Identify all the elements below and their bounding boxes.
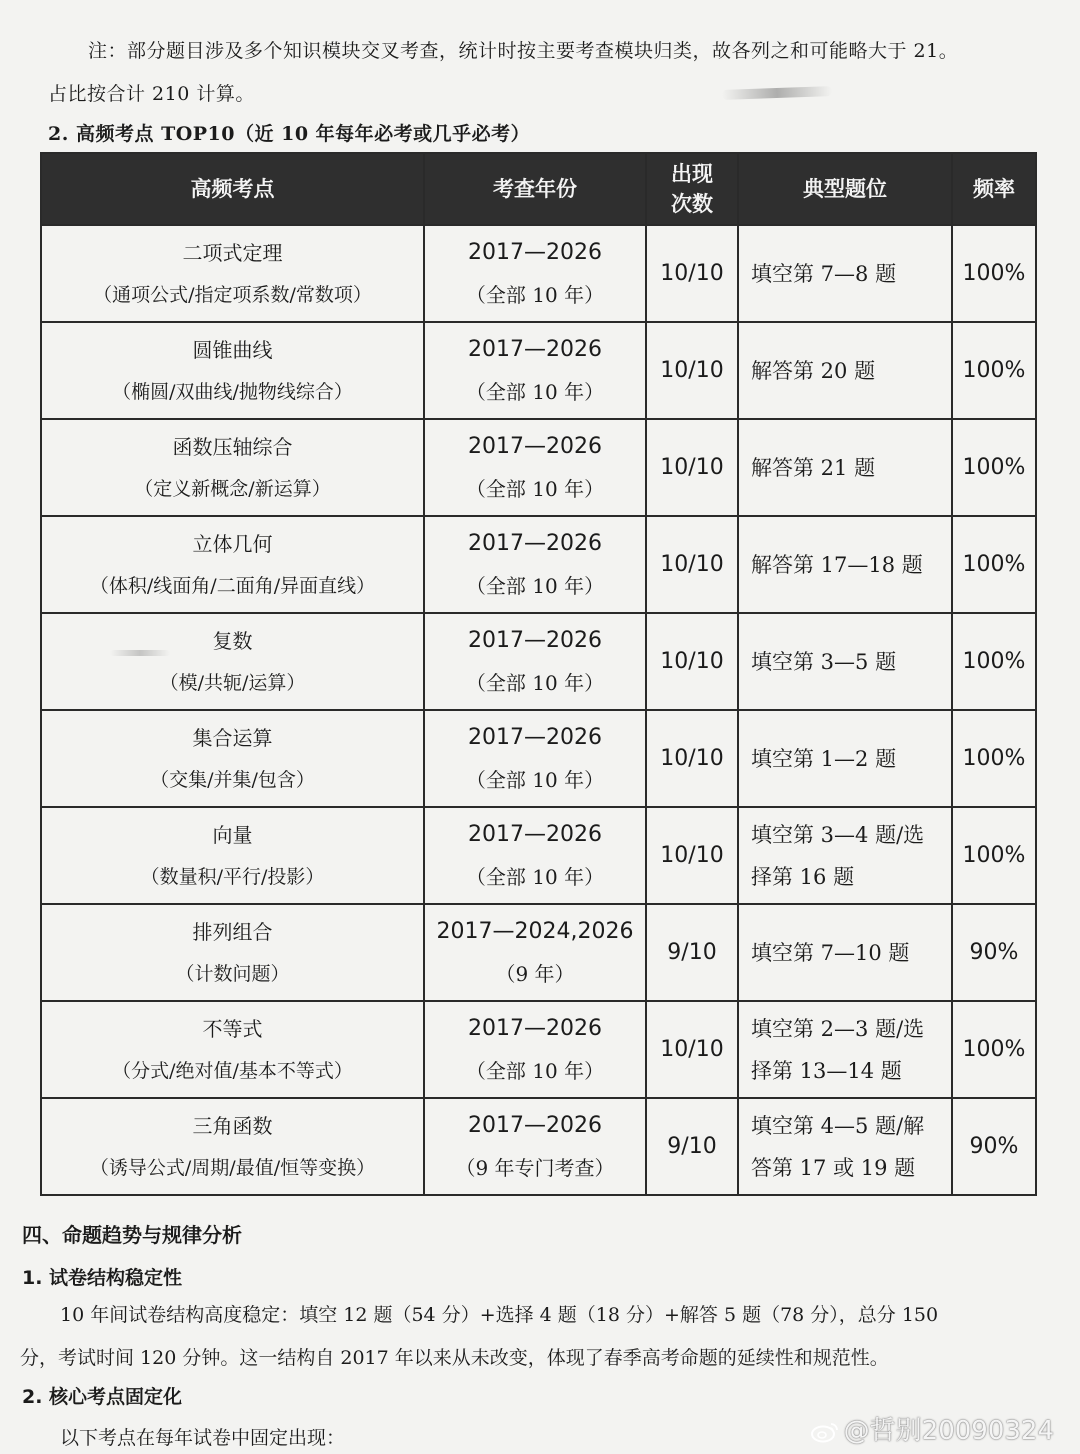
header-count-line1: 出现 [671, 162, 713, 186]
table-row [41, 225, 1036, 322]
topic-detail: （数量积/平行/投影） [140, 865, 325, 888]
table-row [41, 613, 1036, 710]
count-cell: 10/10 [646, 1001, 738, 1098]
years-cell [424, 322, 646, 419]
topic-cell [41, 322, 424, 419]
section-title: 2. 高频考点 TOP10（近 10 年每年必考或几乎必考） [48, 123, 531, 145]
topic-cell [41, 516, 424, 613]
table-row [41, 419, 1036, 516]
topic-cell [41, 710, 424, 807]
topic-name: 函数压轴综合 [172, 434, 293, 459]
count-cell: 9/10 [646, 1098, 738, 1195]
years-range: 2017—2026 [468, 1112, 602, 1138]
paragraph: 以下考点在每年试卷中固定出现： [60, 1427, 346, 1449]
frequency-cell: 90% [952, 904, 1036, 1001]
topic-cell [41, 613, 424, 710]
topic-detail: （定义新概念/新运算） [134, 477, 331, 500]
years-note: （全部 10 年） [465, 573, 605, 598]
table-row [41, 516, 1036, 613]
frequency-cell: 100% [952, 710, 1036, 807]
position-cell: 填空第 1—2 题 [738, 710, 952, 807]
paragraph-continued: 分，考试时间 120 分钟。这一结构自 2017 年以来从未改变，体现了春季高考命题的延续性和规范性。 [20, 1347, 889, 1369]
years-note: （9 年专门考查） [455, 1155, 615, 1180]
count-cell: 10/10 [646, 225, 738, 322]
part4-title: 四、命题趋势与规律分析 [22, 1223, 242, 1247]
topic-name: 不等式 [202, 1016, 263, 1041]
header-count [646, 153, 738, 225]
position-cell: 填空第 7—8 题 [738, 225, 952, 322]
topic-detail: （通项公式/指定项系数/常数项） [93, 283, 372, 306]
table-row [41, 710, 1036, 807]
topic-name: 二项式定理 [182, 240, 283, 265]
years-note: （全部 10 年） [465, 379, 605, 404]
position-cell: 解答第 17—18 题 [738, 516, 952, 613]
topic-detail: （分式/绝对值/基本不等式） [112, 1059, 353, 1082]
years-range: 2017—2026 [468, 627, 602, 653]
paragraph: 10 年间试卷结构高度稳定：填空 12 题（54 分）+选择 4 题（18 分）+解答 5 题（78 分），总分 150 [60, 1304, 939, 1326]
topic-cell [41, 419, 424, 516]
years-range: 2017—2026 [468, 336, 602, 362]
years-note: （全部 10 年） [465, 767, 605, 792]
topic-cell [41, 904, 424, 1001]
years-cell [424, 807, 646, 904]
frequency-cell: 100% [952, 419, 1036, 516]
note-text-continued: 占比按合计 210 计算。 [48, 83, 255, 105]
years-note: （全部 10 年） [465, 476, 605, 501]
topic-detail: （交集/并集/包含） [150, 768, 315, 791]
frequency-cell: 100% [952, 516, 1036, 613]
years-cell [424, 225, 646, 322]
topic-detail: （诱导公式/周期/最值/恒等变换） [89, 1156, 376, 1179]
years-range: 2017—2026 [468, 1015, 602, 1041]
header-position: 典型题位 [738, 153, 952, 225]
count-cell: 10/10 [646, 807, 738, 904]
topic-cell [41, 225, 424, 322]
frequency-cell: 100% [952, 807, 1036, 904]
subsection-title: 1. 试卷结构稳定性 [22, 1267, 183, 1289]
topic-name: 复数 [212, 628, 253, 653]
topic-cell [41, 1001, 424, 1098]
topic-cell [41, 807, 424, 904]
years-cell [424, 1098, 646, 1195]
position-cell: 填空第 7—10 题 [738, 904, 952, 1001]
frequency-cell: 100% [952, 613, 1036, 710]
years-range: 2017—2026 [468, 821, 602, 847]
count-cell: 10/10 [646, 516, 738, 613]
years-note: （9 年） [495, 961, 575, 986]
years-cell [424, 1001, 646, 1098]
topic-detail: （计数问题） [175, 962, 290, 985]
watermark [810, 1410, 1054, 1447]
table-row [41, 904, 1036, 1001]
topic-name: 集合运算 [192, 725, 273, 750]
years-cell [424, 710, 646, 807]
topic-name: 立体几何 [192, 531, 273, 556]
years-cell [424, 419, 646, 516]
topic-name: 三角函数 [192, 1113, 273, 1138]
top10-table [40, 152, 1037, 1196]
position-cell: 填空第 4—5 题/解答第 17 或 19 题 [738, 1098, 952, 1195]
watermark-text: @哲别20090324 [843, 1416, 1054, 1446]
years-note: （全部 10 年） [465, 670, 605, 695]
years-cell [424, 613, 646, 710]
years-cell [424, 904, 646, 1001]
header-frequency: 频率 [952, 153, 1036, 225]
header-count-line2: 次数 [671, 192, 713, 216]
topic-detail: （椭圆/双曲线/抛物线综合） [112, 380, 353, 403]
subsection-title: 2. 核心考点固定化 [22, 1386, 183, 1408]
topic-name: 排列组合 [192, 919, 273, 944]
years-range: 2017—2024,2026 [436, 918, 634, 944]
topic-name: 向量 [212, 822, 253, 847]
header-topic: 高频考点 [41, 153, 424, 225]
scan-smudge [722, 86, 832, 100]
topic-detail: （体积/线面角/二面角/异面直线） [89, 574, 376, 597]
frequency-cell: 100% [952, 1001, 1036, 1098]
years-range: 2017—2026 [468, 724, 602, 750]
position-cell: 解答第 20 题 [738, 322, 952, 419]
table-header-row [41, 153, 1036, 225]
topic-name: 圆锥曲线 [192, 337, 273, 362]
frequency-cell: 90% [952, 1098, 1036, 1195]
header-years: 考查年份 [424, 153, 646, 225]
years-note: （全部 10 年） [465, 1058, 605, 1083]
count-cell: 10/10 [646, 613, 738, 710]
years-note: （全部 10 年） [465, 864, 605, 889]
years-note: （全部 10 年） [465, 282, 605, 307]
position-cell: 填空第 2—3 题/选择第 13—14 题 [738, 1001, 952, 1098]
count-cell: 10/10 [646, 322, 738, 419]
topic-cell [41, 1098, 424, 1195]
position-cell: 填空第 3—4 题/选择第 16 题 [738, 807, 952, 904]
table-row [41, 322, 1036, 419]
weibo-icon [810, 1421, 840, 1443]
table-row [41, 807, 1036, 904]
count-cell: 10/10 [646, 419, 738, 516]
note-text: 注：部分题目涉及多个知识模块交叉考查，统计时按主要考查模块归类，故各列之和可能略大于 21。 [88, 40, 959, 62]
count-cell: 10/10 [646, 710, 738, 807]
years-range: 2017—2026 [468, 239, 602, 265]
years-range: 2017—2026 [468, 433, 602, 459]
frequency-cell: 100% [952, 322, 1036, 419]
frequency-cell: 100% [952, 225, 1036, 322]
position-cell: 解答第 21 题 [738, 419, 952, 516]
topic-detail: （模/共轭/运算） [159, 671, 306, 694]
years-range: 2017—2026 [468, 530, 602, 556]
count-cell: 9/10 [646, 904, 738, 1001]
years-cell [424, 516, 646, 613]
table-row [41, 1001, 1036, 1098]
table-row [41, 1098, 1036, 1195]
position-cell: 填空第 3—5 题 [738, 613, 952, 710]
table-body [41, 225, 1036, 1195]
